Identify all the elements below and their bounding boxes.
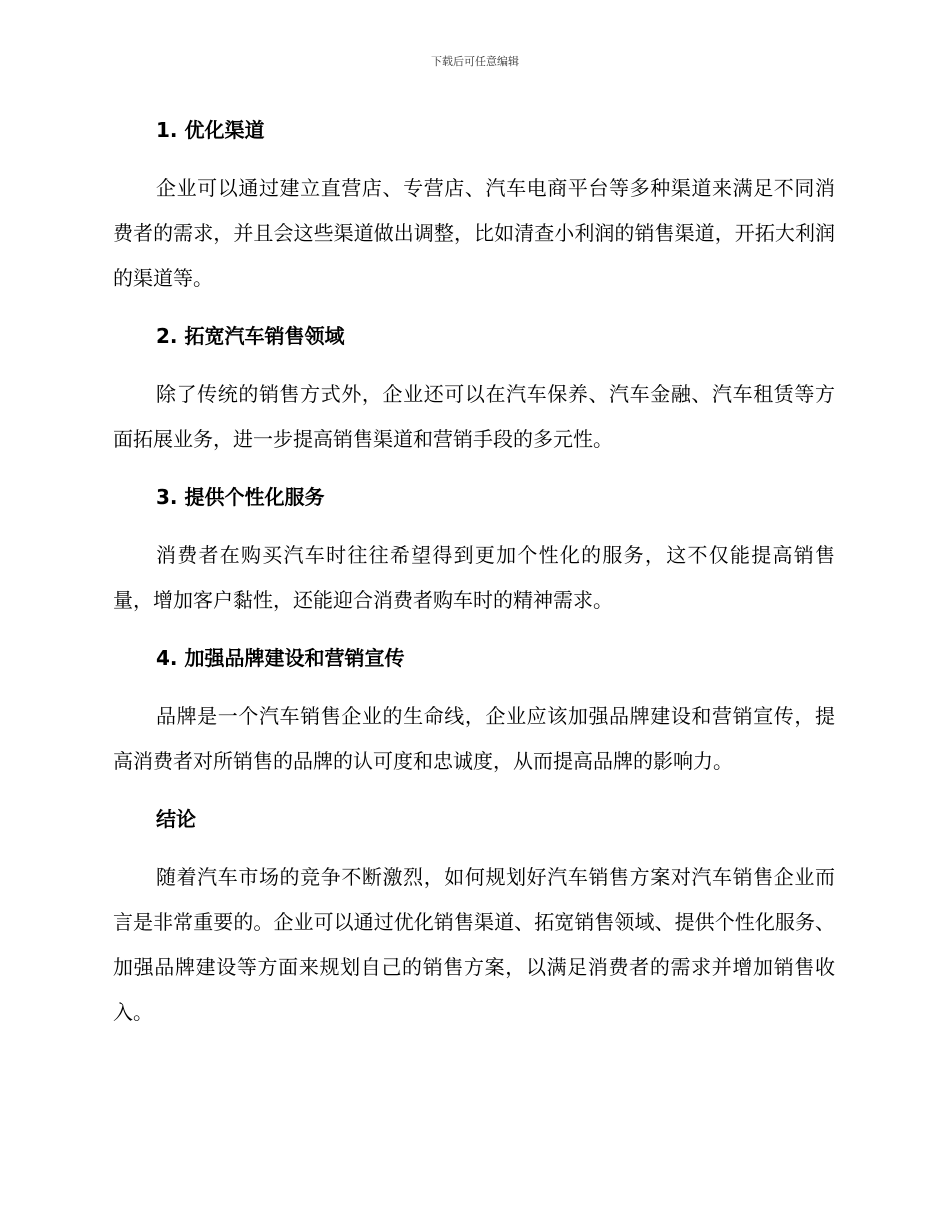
page-header: 下载后可任意编辑 bbox=[431, 55, 519, 68]
paragraph-conclusion: 随着汽车市场的竞争不断激烈，如何规划好汽车销售方案对汽车销售企业而言是非常重要的。企业可以通过优化销售渠道、拓宽销售领域、提供个性化服务、加强品牌建设等方面来规划自己的销售方案，以满足消费者的需求并增加销售收入。 bbox=[113, 865, 835, 1024]
paragraph-expand-sales-fields: 除了传统的销售方式外，企业还可以在汽车保养、汽车金融、汽车租赁等方面拓展业务，进一步提高销售渠道和营销手段的多元性。 bbox=[113, 382, 835, 451]
section-heading-brand-building: 4. 加强品牌建设和营销宣传 bbox=[156, 646, 405, 670]
section-heading-personalized-service: 3. 提供个性化服务 bbox=[156, 485, 325, 509]
document-body bbox=[113, 108, 835, 1035]
section-heading-optimize-channels: 1. 优化渠道 bbox=[156, 118, 265, 142]
paragraph-personalized-service: 消费者在购买汽车时往往希望得到更加个性化的服务，这不仅能提高销售量，增加客户黏性，还能迎合消费者购车时的精神需求。 bbox=[113, 543, 835, 612]
paragraph-optimize-channels: 企业可以通过建立直营店、专营店、汽车电商平台等多种渠道来满足不同消费者的需求，并且会这些渠道做出调整，比如清查小利润的销售渠道，开拓大利润的渠道等。 bbox=[113, 176, 835, 290]
paragraph-brand-building: 品牌是一个汽车销售企业的生命线，企业应该加强品牌建设和营销宣传，提高消费者对所销售的品牌的认可度和忠诚度，从而提高品牌的影响力。 bbox=[113, 704, 835, 773]
section-heading-expand-sales-fields: 2. 拓宽汽车销售领域 bbox=[156, 324, 345, 348]
section-heading-conclusion: 结论 bbox=[156, 807, 196, 831]
